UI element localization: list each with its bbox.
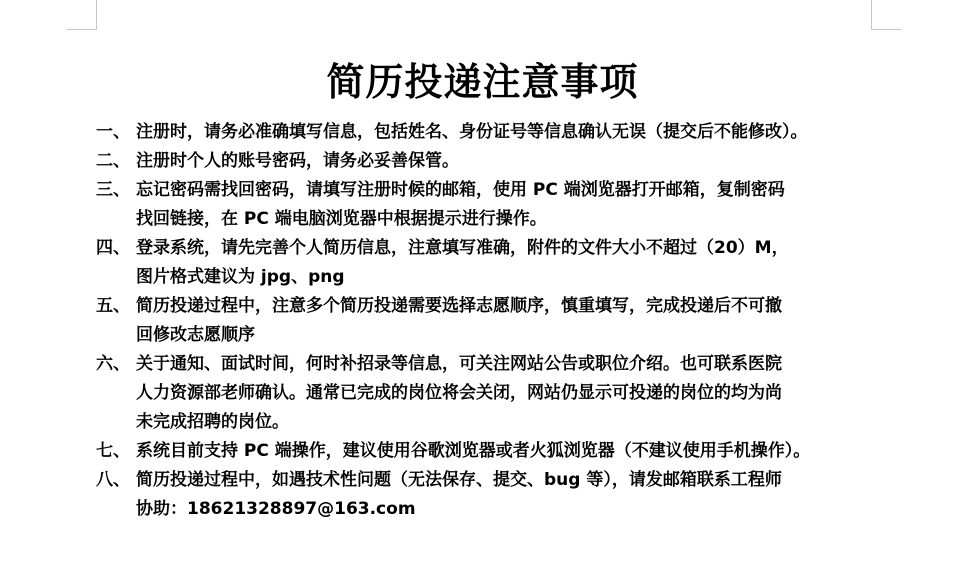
item-number: 五、 [96,296,130,316]
page-corner-mark-left [67,0,97,30]
item-text-line: 登录系统，请先完善个人简历信息，注意填写准确，附件的文件大小不超过（20）M， [136,238,789,258]
item-text-line: 简历投递过程中，注意多个简历投递需要选择志愿顺序，慎重填写，完成投递后不可撤 [136,296,782,316]
notice-item-7 [96,437,886,466]
item-text-line: 忘记密码需找回密码，请填写注册时候的邮箱，使用 PC 端浏览器打开邮箱，复制密码 [136,180,785,200]
item-number: 六、 [96,354,130,374]
item-number: 三、 [96,180,130,200]
item-text-line: 图片格式建议为 jpg、png [136,267,345,287]
item-text-line: 人力资源部老师确认。通常已完成的岗位将会关闭，网站仍显示可投递的岗位的均为尚 [136,383,782,403]
item-text-line: 简历投递过程中，如遇技术性问题（无法保存、提交、bug 等），请发邮箱联系工程师 [136,470,782,490]
page-corner-mark-right [871,0,901,30]
item-text-line: 关于通知、面试时间，何时补招录等信息，可关注网站公告或职位介绍。也可联系医院 [136,354,782,374]
notice-item-5 [96,292,886,350]
item-text-line: 注册时个人的账号密码，请务必妥善保管。 [136,151,459,171]
item-number: 二、 [96,151,130,171]
item-number: 一、 [96,122,130,142]
item-text-line: 回修改志愿顺序 [136,325,255,345]
item-text-line: 注册时，请务必准确填写信息，包括姓名、身份证号等信息确认无误（提交后不能修改）。 [136,122,808,142]
contact-email: 协助：18621328897@163.com [136,499,416,519]
notice-item-2 [96,147,886,176]
notice-item-6 [96,350,886,437]
page-title: 简历投递注意事项 [326,60,639,105]
notice-list [96,118,886,524]
item-number: 八、 [96,470,130,490]
item-number: 四、 [96,238,130,258]
notice-item-3 [96,176,886,234]
item-text-line: 未完成招聘的岗位。 [136,412,289,432]
item-text-line: 找回链接，在 PC 端电脑浏览器中根据提示进行操作。 [136,209,547,229]
notice-item-4 [96,234,886,292]
notice-item-8 [96,466,886,524]
notice-item-1 [96,118,886,147]
item-text-line: 系统目前支持 PC 端操作，建议使用谷歌浏览器或者火狐浏览器（不建议使用手机操作）。 [136,441,811,461]
item-number: 七、 [96,441,130,461]
